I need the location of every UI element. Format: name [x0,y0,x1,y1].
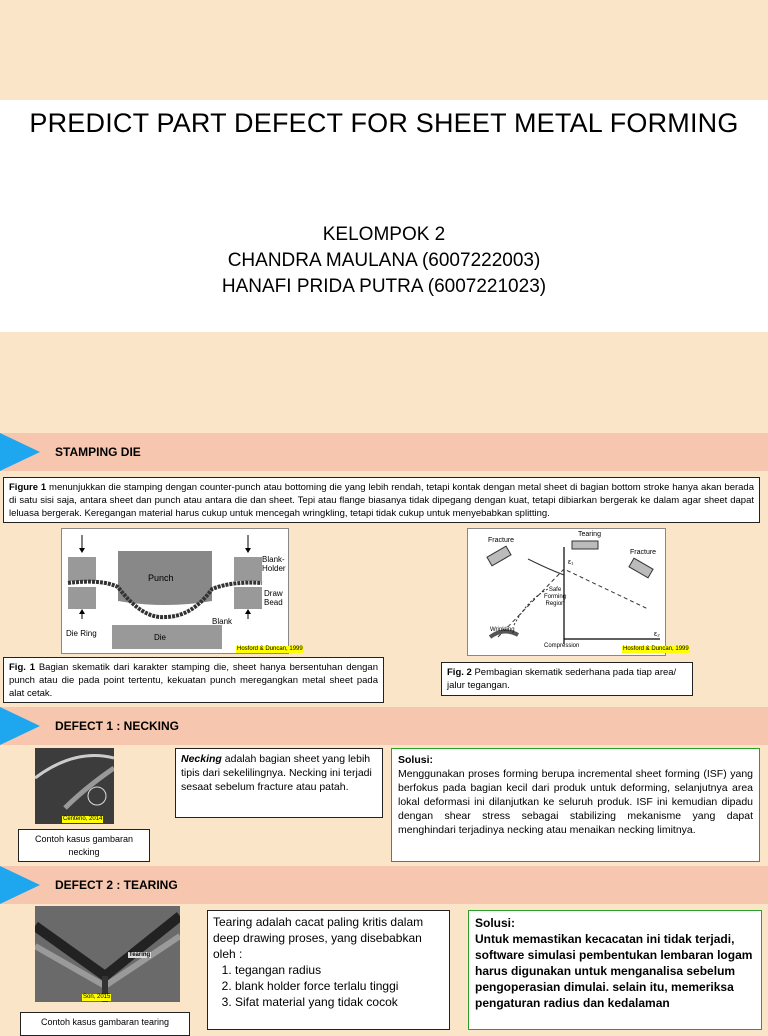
necking-photo [35,748,114,824]
section-heading: DEFECT 1 : NECKING [55,719,180,733]
arrow-icon [0,433,40,471]
label-e1: ε₁ [568,559,574,566]
label-wrinkling: Wrinkling [490,627,515,633]
label-blank: Blank [212,617,233,626]
stamping-intro: Figure 1 menunjukkan die stamping dengan counter-punch atau bottoming die yang lebih rendah, tetapi kontak dengan metal sheet di bagian bottom stroke hanya akan berada di satu sisi saja, antara sheet dan punch atau antara die dan sheet. Tepi atau flange biasanya tidak dipegang dengan kuat, tetapi dibiarkan bergerak ke dalam agar sheet dapat leluasa bergerak. Keregangan material harus cukup untuk mencegah wringkling, tetapi tidak cukup untuk menyebabkan splitting. [3,477,760,523]
tearing-photo [35,906,180,1002]
cause-item: 3. Sifat material yang tidak cocok [235,994,444,1010]
cause-item: 2. blank holder force terlalu tinggi [235,978,444,994]
figure-2-credit: Hosford & Duncan, 1999 [623,646,689,652]
arrow-icon [0,707,40,745]
tearing-description: Tearing adalah cacat paling kritis dalam deep drawing proses, yang disebabkan oleh : 1. tegangan radius 2. blank holder force terlalu tinggi 3. Sifat material yang tidak cocok [207,910,450,1030]
figure-2-forming-limit [467,528,666,656]
tearing-solution: Solusi: Untuk memastikan kecacatan ini tidak terjadi, software simulasi pembentukan lembaran logam harus digunakan untuk menganalisa sebelum pengoperasian dimulai. selain itu, memeriksa pengaturan radius dan kedalaman [468,910,762,1030]
section-heading: DEFECT 2 : TEARING [55,878,178,892]
necking-description: Necking adalah bagian sheet yang lebih tipis dari sekelilingnya. Necking ini terjadi sesaat sebelum fracture atau patah. [175,748,383,818]
figure-1-caption: Fig. 1 Bagian skematik dari karakter stamping die, sheet hanya bersentuhan dengan punch atau die pada point tertentu, kekuatan punch meregangkan metal sheet pada alat cetak. [3,657,384,703]
tearing-label: Tearing [129,952,151,958]
label-draw-bead: Draw Bead [264,589,283,607]
label-fracture-left: Fracture [488,537,515,544]
cause-item: 1. tegangan radius [235,962,444,978]
page-title: PREDICT PART DEFECT FOR SHEET METAL FORMING [29,108,739,138]
figure-1-stamping-die [61,528,289,654]
group-name: KELOMPOK 2 [322,224,446,245]
label-die-ring: Die Ring [66,629,97,638]
necking-photo-caption: Contoh kasus gambaran necking [18,829,150,862]
author-2: HANAFI PRIDA PUTRA (6007221023) [221,276,547,297]
label-punch: Punch [148,573,174,583]
authors-block [0,222,768,300]
tearing-photo-caption: Contoh kasus gambaran tearing [20,1012,190,1036]
figure-2-caption: Fig. 2 Pembagian skematik sederhana pada tiap area/ jalur tegangan. [441,662,693,696]
label-safe-region: Safe Forming Region [544,587,567,607]
top-band [0,0,768,100]
author-1: CHANDRA MAULANA (6007222003) [227,250,541,271]
figure-1-credit: Hosford & Duncan, 1999 [237,646,303,652]
arrow-icon [0,866,40,904]
tearing-photo-credit: Son, 2015 [83,994,111,1000]
label-tearing: Tearing [578,531,601,538]
necking-photo-credit: Centeno, 2014 [63,816,103,822]
label-compression: Compression [544,643,580,649]
section-heading: STAMPING DIE [55,445,141,459]
label-blank-holder: Blank- Holder [262,555,286,573]
necking-solution: Solusi: Menggunakan proses forming berupa incremental sheet forming (ISF) yang berfokus pada bagian kecil dari produk untuk deforming, selanjutnya area lokal deformasi ini dilanjutkan ke seluruh produk. ISF ini kemudian dipadu dengan shear stress sebagai stabilizing mekanisme yang dapat menghindari terjadinya necking atau menaikan necking limitnya. [391,748,760,862]
label-fracture-right: Fracture [630,549,657,556]
label-die: Die [154,633,167,642]
label-e2: ε₂ [654,631,660,638]
